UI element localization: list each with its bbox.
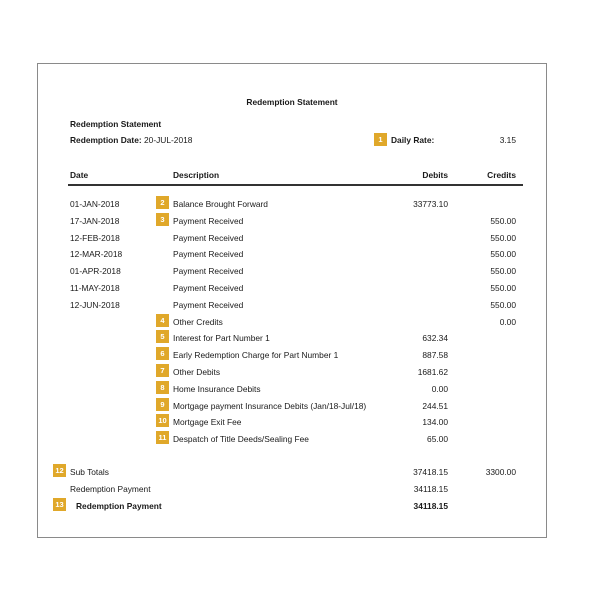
row-date: 12-JUN-2018 — [70, 299, 120, 310]
row-description: Payment Received — [173, 266, 244, 277]
row-description: Payment Received — [173, 232, 244, 243]
final-redemption-payment-row — [38, 501, 546, 513]
redemption-date-label: Redemption Date: — [70, 135, 142, 145]
row-debit: 1681.62 — [417, 367, 448, 377]
table-row — [38, 350, 546, 362]
row-debit: 134.00 — [422, 417, 448, 428]
row-credit: 0.00 — [499, 316, 516, 327]
row-debit: 65.00 — [427, 434, 448, 445]
row-date: 01-JAN-2018 — [70, 199, 120, 209]
row-description: Home Insurance Debits — [173, 383, 261, 394]
row-description: Other Credits — [173, 316, 223, 327]
redemption-payment-label: Redemption Payment — [70, 484, 151, 494]
table-row — [38, 401, 546, 413]
row-debit: 33773.10 — [413, 199, 448, 209]
callout-marker: 8 — [156, 381, 169, 394]
table-row — [38, 216, 546, 228]
row-date: 12-MAR-2018 — [70, 249, 123, 260]
document-title: Redemption Statement — [246, 97, 338, 107]
callout-marker-12: 12 — [53, 464, 66, 477]
row-credit: 550.00 — [490, 299, 516, 310]
row-credit: 550.00 — [490, 232, 516, 243]
daily-rate-label: Daily Rate: — [391, 135, 435, 145]
sub-totals-credit: 3300.00 — [485, 467, 516, 477]
row-date: 12-FEB-2018 — [70, 232, 120, 243]
row-description: Payment Received — [173, 249, 244, 260]
redemption-payment-value: 34118.15 — [413, 484, 448, 494]
row-description: Early Redemption Charge for Part Number 1 — [173, 350, 339, 361]
callout-marker: 11 — [156, 431, 169, 444]
table-row — [38, 417, 546, 429]
row-debit: 244.51 — [422, 400, 448, 411]
table-row — [38, 333, 546, 345]
callout-marker: 7 — [156, 364, 169, 377]
column-header-description: Description — [173, 170, 220, 180]
sub-totals-debit: 37418.15 — [413, 467, 448, 477]
callout-marker-13: 13 — [53, 498, 66, 511]
sub-totals-label: Sub Totals — [70, 467, 109, 477]
redemption-payment-row — [38, 484, 546, 496]
header-divider — [68, 184, 523, 186]
row-date: 11-MAY-2018 — [70, 283, 120, 293]
callout-marker: 9 — [156, 398, 169, 411]
row-description: Other Debits — [173, 367, 221, 377]
statement-heading: Redemption Statement — [70, 119, 162, 129]
row-debit: 632.34 — [422, 333, 448, 344]
callout-marker: 2 — [156, 196, 169, 209]
row-description: Despatch of Title Deeds/Sealing Fee — [173, 434, 309, 445]
callout-marker: 3 — [156, 213, 169, 226]
table-row — [38, 199, 546, 211]
sub-totals-row — [38, 467, 546, 479]
table-row — [38, 266, 546, 278]
callout-marker: 4 — [156, 314, 169, 327]
row-description: Mortgage payment Insurance Debits (Jan/18-Jul/18) — [173, 400, 367, 411]
table-row — [38, 434, 546, 446]
row-date: 17-JAN-2018 — [70, 215, 120, 226]
row-credit: 550.00 — [490, 266, 516, 277]
table-row — [38, 367, 546, 379]
row-credit: 550.00 — [490, 283, 516, 293]
row-debit: 887.58 — [422, 350, 448, 361]
row-debit: 0.00 — [431, 383, 448, 394]
callout-marker: 10 — [156, 414, 169, 427]
row-description: Payment Received — [173, 299, 244, 310]
final-redemption-payment-label: Redemption Payment — [76, 501, 162, 511]
redemption-date — [70, 135, 192, 145]
table-row — [38, 249, 546, 261]
row-description: Mortgage Exit Fee — [173, 417, 242, 428]
row-description: Payment Received — [173, 283, 244, 293]
column-header-credits: Credits — [487, 170, 516, 180]
daily-rate-value: 3.15 — [499, 135, 516, 145]
table-row — [38, 317, 546, 329]
table-row — [38, 233, 546, 245]
row-credit: 550.00 — [490, 215, 516, 226]
table-row — [38, 384, 546, 396]
redemption-date-value: 20-JUL-2018 — [144, 135, 193, 145]
column-header-debits: Debits — [422, 170, 448, 180]
callout-marker: 5 — [156, 330, 169, 343]
row-date: 01-APR-2018 — [70, 266, 121, 277]
row-description: Balance Brought Forward — [173, 199, 268, 209]
table-row — [38, 283, 546, 295]
row-description: Payment Received — [173, 215, 244, 226]
row-description: Interest for Part Number 1 — [173, 333, 270, 344]
final-redemption-payment-value: 34118.15 — [413, 501, 448, 511]
callout-marker-1: 1 — [374, 133, 387, 146]
row-credit: 550.00 — [490, 249, 516, 260]
redemption-statement-document — [37, 63, 547, 538]
column-header-date: Date — [70, 170, 89, 180]
callout-marker: 6 — [156, 347, 169, 360]
table-row — [38, 300, 546, 312]
